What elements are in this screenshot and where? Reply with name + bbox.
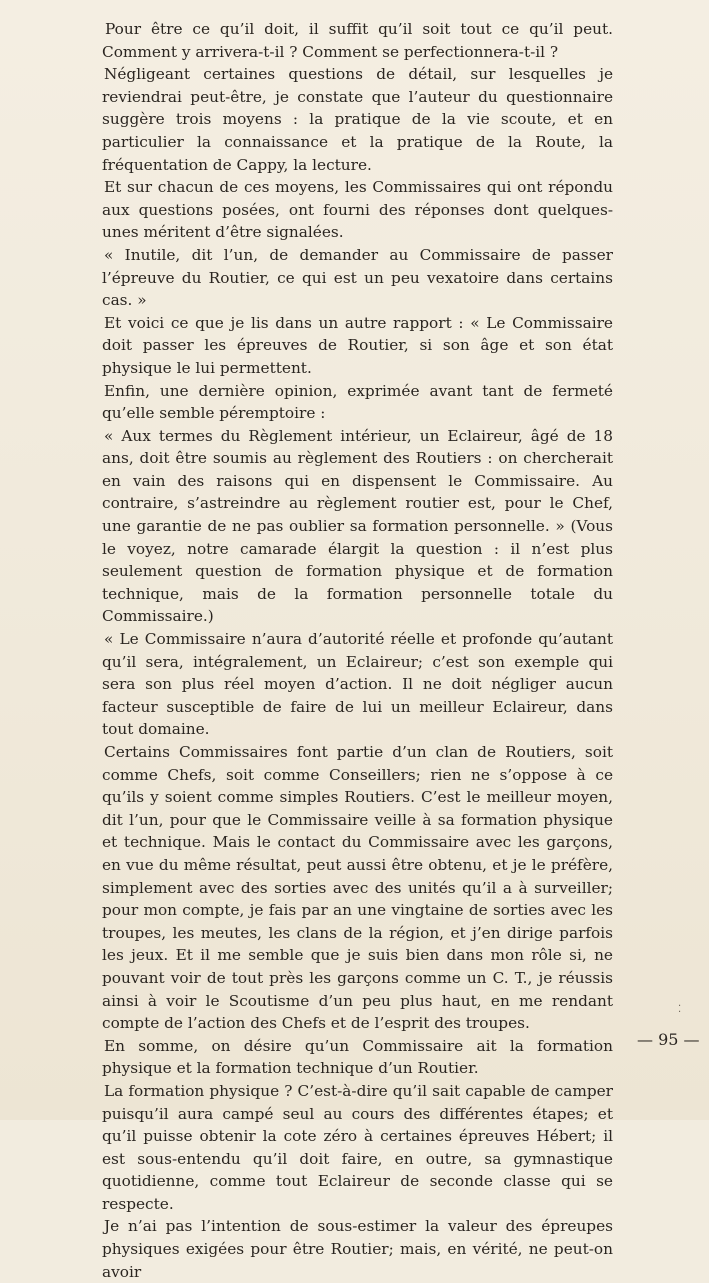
paragraph: Et voici ce que je lis dans un autre rapport : « Le Commissaire doit passer les épreuves de Routier, si son âge et son état physique le lui permettent. <box>102 313 613 377</box>
paragraph: Je n’ai pas l’intention de sous-estimer la valeur des épreupes physiques exigées pour être Routier; mais, en vérité, ne peut-on avoir <box>102 1217 613 1281</box>
paragraph: Et sur chacun de ces moyens, les Commissaires qui ont répondu aux questions posées, ont fourni des réponses dont quelques-unes méritent d’être signalées. <box>102 178 613 242</box>
paragraph: Négligeant certaines questions de détail, sur lesquelles je reviendrai peut-être, je constate que l’auteur du questionnaire suggère trois moyens : la pratique de la vie scoute, et en particulier la connaissance et la pratique de la Route, la fréquentation de Cappy, la lecture. <box>102 65 613 174</box>
paragraph: Certains Commissaires font partie d’un clan de Routiers, soit comme Chefs, soit comme Conseillers; rien ne s’oppose à ce qu’ils y soient comme simples Routiers. C’est le meilleur moyen, dit l’un, pour que le Commissaire veille à sa formation physique et technique. Mais le contact du Commissaire avec les garçons, en vue du même résultat, peut aussi être obtenu, et je le préfère, simplement avec des sorties avec des unités qu’il a à surveiller; pour mon compte, je fais par an une vingtaine de sorties avec les troupes, les meutes, les clans de la région, et j’en dirige parfois les jeux. Et il me semble que je suis bien dans mon rôle si, ne pouvant voir de tout près les garçons comme un C. T., je réussis ainsi à voir le Scoutisme d’un peu plus haut, en me rendant compte de l’action des Chefs et de l’esprit des troupes. <box>102 743 613 1033</box>
paragraph: Enfin, une dernière opinion, exprimée avant tant de fermeté qu’elle semble péremptoire : <box>102 381 613 423</box>
paragraph: Pour être ce qu’il doit, il suffit qu’il soit tout ce qu’il peut. Comment y arrivera-t-il ? Comment se perfectionnera-t-il ? <box>102 20 613 61</box>
paragraph: La formation physique ? C’est-à-dire qu’il sait capable de camper puisqu’il aura campé seul au cours des différentes étapes; et qu’il puisse obtenir la cote zéro à certaines épreuves Hébert; il est sous-entendu qu’il doit faire, en outre, sa gymnastique quotidienne, comme tout Eclaireur de seconde classe qui se respecte. <box>102 1081 613 1213</box>
page-number: — 95 — <box>637 1030 700 1049</box>
paragraph: « Inutile, dit l’un, de demander au Commissaire de passer l’épreuve du Routier, ce qui est un peu vexatoire dans certains cas. » <box>102 245 613 310</box>
body-text <box>102 18 613 1283</box>
paragraph: « Le Commissaire n’aura d’autorité réelle et profonde qu’autant qu’il sera, intégralement, un Eclaireur; c’est son exemple qui sera son plus réel moyen d’action. Il ne doit négliger aucun facteur susceptible de faire de lui un meilleur Eclaireur, dans tout domaine. <box>102 630 613 739</box>
margin-mark: ⁚ <box>678 1004 682 1015</box>
paragraph: « Aux termes du Règlement intérieur, un Eclaireur, âgé de 18 ans, doit être soumis au règlement des Routiers : on chercherait en vain des raisons qui en dispensent le Commissaire. Au contraire, s’astreindre au règlement routier est, pour le Chef, une garantie de ne pas oublier sa formation personnelle. » (Vous le voyez, notre camarade élargit la question : il n’est plus seulement question de formation physique et de formation technique, mais de la formation personnelle totale du Commissaire.) <box>102 426 613 626</box>
paragraph: En somme, on désire qu’un Commissaire ait la formation physique et la formation technique d’un Routier. <box>102 1036 613 1078</box>
